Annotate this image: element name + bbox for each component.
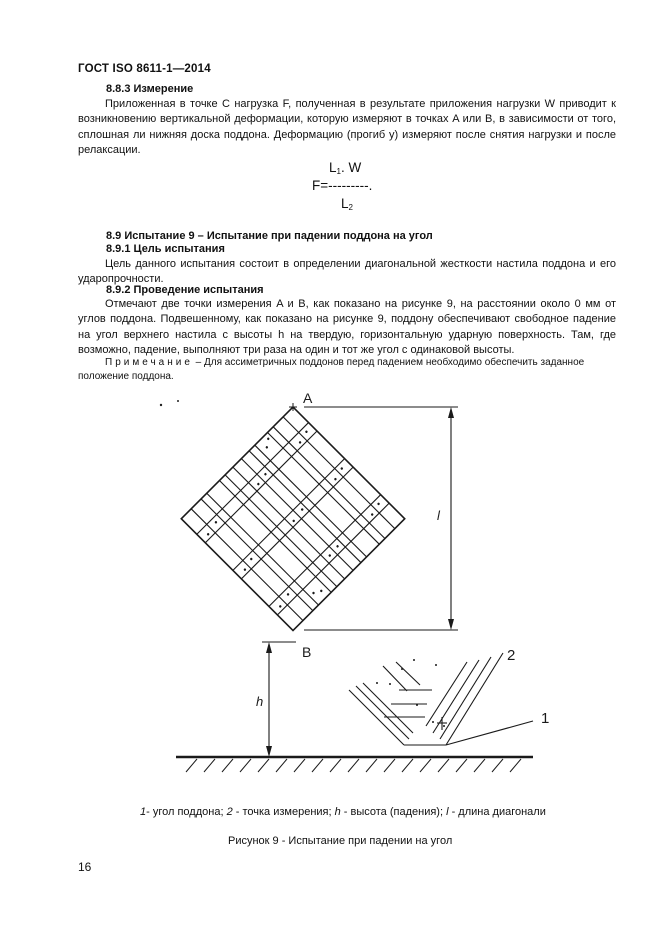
- document-header: ГОСТ ISO 8611-1—2014: [78, 63, 211, 75]
- label-a: A: [303, 390, 313, 406]
- formula-sub1: 1: [336, 167, 341, 176]
- formula-sub2: 2: [348, 203, 353, 212]
- formula-L2: L: [341, 196, 349, 211]
- section-8-9-2-title: 8.9.2 Проведение испытания: [106, 284, 264, 296]
- note-text: – Для ассиметричных поддонов перед падением необходимо обеспечить заданное положение поддона.: [78, 357, 585, 382]
- section-8-9-2-text: Отмечают две точки измерения A и B, как показано на рисунке 9, на расстоянии около 0 мм от углов поддона. Подвешенному, как показано на рисунке 9, поддону обеспечивают свободное падение на угол верхнего настила с высоты h на твердую, горизонтальную ударную поверхность. Там, где возможно, падение, выполняют три раза на один и тот же угол с одинаковой высоты.: [78, 298, 616, 357]
- formula-w: . W: [340, 160, 362, 175]
- legend-value-h: - высота (падения);: [340, 806, 447, 818]
- label-h: h: [256, 694, 264, 709]
- figure-caption: Рисунок 9 - Испытание при падении на угол: [228, 835, 453, 847]
- page-number: 16: [78, 860, 92, 874]
- label-b: B: [302, 644, 312, 660]
- legend-value-l: - длина диагонали: [448, 806, 546, 818]
- pallet-tilted: [181, 407, 404, 630]
- section-8-9-1-text: Цель данного испытания состоит в определении диагональной жесткости настила поддона и его ударопрочности.: [78, 258, 616, 286]
- section-8-9-title: 8.9 Испытание 9 – Испытание при падении поддона на угол: [106, 230, 433, 242]
- ground-surface: [176, 757, 533, 772]
- formula-L1: L: [329, 160, 337, 175]
- section-8-9-1-title: 8.9.1 Цель испытания: [106, 243, 225, 255]
- legend-value-2: - точка измерения;: [232, 806, 335, 818]
- legend-key-l: l: [446, 806, 449, 818]
- pallet-corner-detail: [349, 653, 533, 745]
- note-label: Примечание: [105, 357, 193, 368]
- formula-fraction-line: F=---------.: [312, 178, 373, 193]
- legend-key-2: 2: [226, 806, 233, 818]
- section-8-8-3-title: 8.8.3 Измерение: [106, 83, 194, 95]
- label-l: l: [437, 508, 440, 523]
- section-8-8-3-text: Приложенная в точке С нагрузка F, полученная в результате приложения нагрузки W приводит к возникновению вертикальной деформации, которую измеряют в точках A или B, в зависимости от того, сплошная ли нижняя доска поддона. Деформацию (прогиб y) измеряют после снятия нагрузки и после релаксации.: [78, 98, 616, 157]
- label-2: 2: [507, 647, 516, 664]
- legend-value-1: - угол поддона;: [146, 806, 227, 818]
- legend-key-1: 1: [140, 806, 147, 818]
- legend-key-h: h: [334, 806, 341, 818]
- label-1: 1: [541, 710, 550, 727]
- figure-legend: [140, 806, 546, 818]
